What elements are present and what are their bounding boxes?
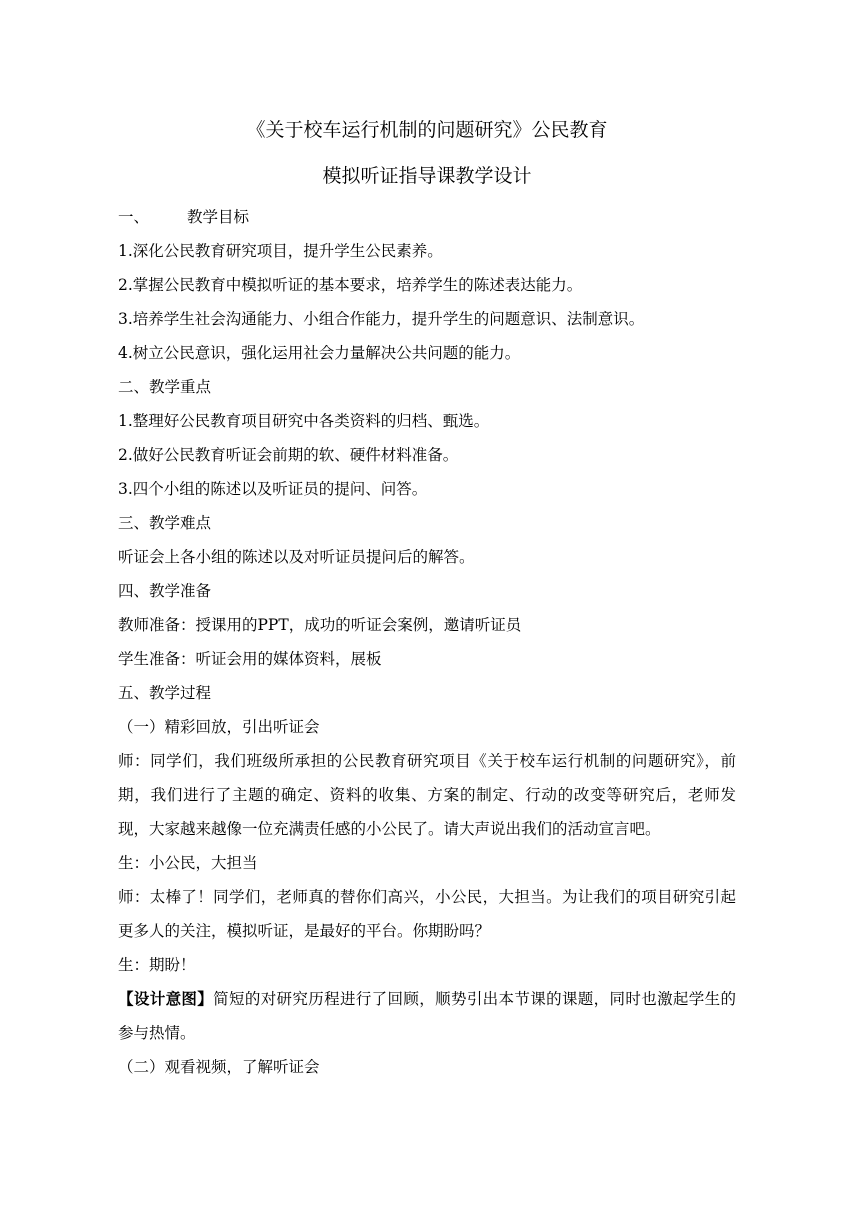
dialogue-student-2: 生：期盼！ <box>118 956 196 974</box>
section5-part1-heading: （一）精彩回放，引出听证会 <box>118 718 320 736</box>
section1-item-2: 2.掌握公民教育中模拟听证的基本要求，培养学生的陈述表达能力。 <box>118 276 583 294</box>
section3-heading: 三、教学难点 <box>118 514 212 532</box>
design-intent <box>118 982 736 1050</box>
section2-item-2: 2.做好公民教育听证会前期的软、硬件材料准备。 <box>118 446 459 464</box>
section1-item-1: 1.深化公民教育研究项目，提升学生公民素养。 <box>118 242 443 260</box>
section5-heading: 五、教学过程 <box>118 684 212 702</box>
section4-teacher-prep: 教师准备：授课用的PPT，成功的听证会案例，邀请听证员 <box>118 616 522 634</box>
section1-number: 一、 <box>118 208 150 226</box>
dialogue-teacher-1: 师：同学们，我们班级所承担的公民教育研究项目《关于校车运行机制的问题研究》，前期，我们进行了主题的确定、资料的收集、方案的制定、行动的改变等研究后，老师发现，大家越来越像一位充满责任感的小公民了。请大声说出我们的活动宣言吧。 <box>118 752 736 838</box>
document-title-line2: 模拟听证指导课教学设计 <box>322 165 532 187</box>
section2-item-3: 3.四个小组的陈述以及听证员的提问、问答。 <box>118 480 428 498</box>
section2-heading: 二、教学重点 <box>118 378 212 396</box>
section1-item-3: 3.培养学生社会沟通能力、小组合作能力，提升学生的问题意识、法制意识。 <box>118 310 645 328</box>
design-intent-label: 【设计意图】 <box>118 989 214 1008</box>
design-intent-text: 简短的对研究历程进行了回顾，顺势引出本节课的课题，同时也激起学生的参与热情。 <box>118 990 736 1042</box>
document-body <box>118 112 736 1084</box>
document-title-line1: 《关于校车运行机制的问题研究》公民教育 <box>246 119 608 141</box>
section4-student-prep: 学生准备：听证会用的媒体资料，展板 <box>118 650 382 668</box>
section4-heading: 四、教学准备 <box>118 582 212 600</box>
section1-heading-text: 教学目标 <box>187 208 250 226</box>
section1-heading <box>118 200 736 234</box>
section2-item-1: 1.整理好公民教育项目研究中各类资料的归档、甄选。 <box>118 412 490 430</box>
section5-part2-heading: （二）观看视频，了解听证会 <box>118 1058 320 1076</box>
section1-item-4: 4.树立公民意识，强化运用社会力量解决公共问题的能力。 <box>118 344 521 362</box>
section3-text: 听证会上各小组的陈述以及对听证员提问后的解答。 <box>118 548 475 566</box>
dialogue-student-1: 生：小公民，大担当 <box>118 854 258 872</box>
dialogue-teacher-2: 师：太棒了！同学们，老师真的替你们高兴，小公民，大担当。为让我们的项目研究引起更多人的关注，模拟听证，是最好的平台。你期盼吗？ <box>118 888 736 940</box>
